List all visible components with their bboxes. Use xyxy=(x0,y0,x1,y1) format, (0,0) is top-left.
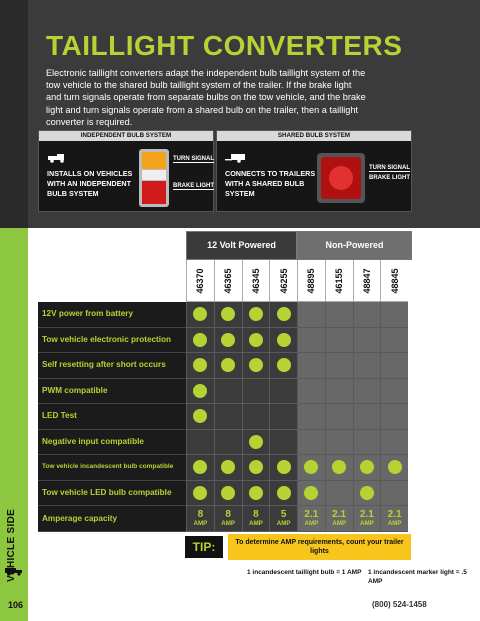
table-cell xyxy=(186,481,214,507)
feature-dot xyxy=(193,460,207,474)
shared-panel-text: CONNECTS TO TRAILERS WITH A SHARED BULB SYSTEM xyxy=(225,169,316,198)
table-cell xyxy=(353,455,381,481)
table-cell xyxy=(325,328,353,354)
independent-panel-heading: INDEPENDENT BULB SYSTEM xyxy=(39,131,213,141)
independent-panel-text: INSTALLS ON VEHICLES WITH AN INDEPENDENT BULB SYSTEM xyxy=(47,169,133,198)
table-cell xyxy=(325,379,353,405)
table-cell xyxy=(380,302,408,328)
table-cell xyxy=(353,481,381,507)
table-cell xyxy=(242,430,270,456)
table-cell xyxy=(353,379,381,405)
amperage-value: 2.1 xyxy=(359,509,374,520)
group-12-volt: 12 Volt Powered xyxy=(186,231,297,260)
table-cell xyxy=(297,328,325,354)
independent-taillight-image xyxy=(137,147,171,209)
feature-dot xyxy=(249,460,263,474)
tip-label: TIP: xyxy=(185,536,223,558)
feature-dot xyxy=(360,460,374,474)
table-cell xyxy=(214,404,242,430)
table-cell xyxy=(380,353,408,379)
amperage-cell xyxy=(380,506,408,532)
row-label: PWM compatible xyxy=(38,379,186,405)
feature-dot xyxy=(360,486,374,500)
amperage-value: 2.1 xyxy=(332,509,347,520)
page-title: TAILLIGHT CONVERTERS xyxy=(46,30,403,61)
sku-header-48845 xyxy=(380,260,408,302)
table-cell xyxy=(186,404,214,430)
sku-label: 48847 xyxy=(361,267,372,294)
group-non-powered: Non-Powered xyxy=(297,231,412,260)
amperage-value: 8 xyxy=(197,509,204,520)
table-cell xyxy=(214,353,242,379)
feature-dot xyxy=(193,409,207,423)
row-label: LED Test xyxy=(38,404,186,430)
row-label: Amperage capacity xyxy=(38,506,186,532)
sku-label: 46155 xyxy=(334,267,345,294)
row-label: Tow vehicle incandescent bulb compatible xyxy=(38,455,186,481)
amperage-value: 8 xyxy=(225,509,231,520)
sku-label: 46255 xyxy=(278,267,289,294)
table-cell xyxy=(214,302,242,328)
feature-dot xyxy=(249,358,263,372)
amperage-cell xyxy=(214,506,242,532)
table-cell xyxy=(214,379,242,405)
table-cell xyxy=(353,328,381,354)
table-row xyxy=(38,328,412,354)
feature-dot xyxy=(221,486,235,500)
table-cell xyxy=(353,302,381,328)
feature-dot xyxy=(388,460,402,474)
table-row xyxy=(38,481,412,507)
amperage-value: 2.1 xyxy=(304,509,319,520)
table-cell xyxy=(186,455,214,481)
table-cell xyxy=(325,302,353,328)
table-cell xyxy=(242,455,270,481)
side-bar-top xyxy=(0,0,28,228)
row-label: Self resetting after short occurs xyxy=(38,353,186,379)
sku-header-46345 xyxy=(242,260,270,302)
table-row xyxy=(38,455,412,481)
feature-dot xyxy=(193,307,207,321)
table-cell xyxy=(325,353,353,379)
independent-bulb-panel xyxy=(38,130,214,212)
feature-dot xyxy=(193,384,207,398)
feature-dot xyxy=(221,333,235,347)
intro-paragraph: Electronic taillight converters adapt the independent bulb taillight system of the tow vehicle to the shared bulb taillight system of the trailer. If the brake light and turn signals operate from separate bulbs on the tow vehicle, and the brake light and turn signals operate from a shared bulb on the trailer, then a taillight converter is required. xyxy=(46,68,366,127)
pickup-truck-icon xyxy=(47,153,73,163)
table-cell xyxy=(325,481,353,507)
table-row xyxy=(38,353,412,379)
table-cell xyxy=(297,430,325,456)
table-cell xyxy=(353,430,381,456)
table-cell xyxy=(353,404,381,430)
feature-dot xyxy=(277,460,291,474)
table-cell xyxy=(380,430,408,456)
feature-dot xyxy=(221,460,235,474)
table-cell xyxy=(380,404,408,430)
sku-header-46155 xyxy=(325,260,353,302)
table-cell xyxy=(186,302,214,328)
table-cell xyxy=(186,430,214,456)
table-cell xyxy=(297,353,325,379)
feature-dot xyxy=(221,358,235,372)
table-cell xyxy=(186,328,214,354)
feature-dot xyxy=(221,307,235,321)
table-row xyxy=(38,404,412,430)
table-cell xyxy=(380,328,408,354)
table-cell xyxy=(214,481,242,507)
table-cell xyxy=(242,353,270,379)
feature-dot xyxy=(277,307,291,321)
sku-label: 48845 xyxy=(389,267,400,294)
tip-banner: To determine AMP requirements, count your trailer lights xyxy=(228,534,411,560)
sku-header-46370 xyxy=(186,260,214,302)
table-cell xyxy=(186,379,214,405)
tip-note-marker: 1 incandescent marker light = .5 AMP xyxy=(368,569,467,585)
amperage-cell xyxy=(269,506,297,532)
sku-header-48895 xyxy=(297,260,325,302)
amperage-value: 2.1 xyxy=(387,509,402,520)
table-cell xyxy=(214,430,242,456)
trailer-icon xyxy=(225,153,251,163)
amperage-value: 5 xyxy=(280,509,287,520)
table-cell xyxy=(297,481,325,507)
amperage-cell xyxy=(186,506,214,532)
amperage-cell xyxy=(242,506,270,532)
feature-dot xyxy=(249,486,263,500)
table-cell xyxy=(380,455,408,481)
table-cell xyxy=(269,481,297,507)
row-label: Tow vehicle LED bulb compatible xyxy=(38,481,186,507)
sku-header-46255 xyxy=(269,260,297,302)
table-row xyxy=(38,379,412,405)
table-cell xyxy=(297,302,325,328)
table-cell xyxy=(297,455,325,481)
sku-header-46365 xyxy=(214,260,242,302)
phone-number: (800) 524-1458 xyxy=(372,600,427,609)
sku-label: 46365 xyxy=(223,267,234,294)
tip-note-taillight: 1 incandescent taillight bulb = 1 AMP xyxy=(247,569,362,576)
table-cell xyxy=(242,379,270,405)
amperage-unit: AMP xyxy=(387,520,402,527)
shared-taillight-image xyxy=(315,147,367,209)
table-cell xyxy=(325,430,353,456)
table-cell xyxy=(214,328,242,354)
table-cell xyxy=(380,481,408,507)
feature-dot xyxy=(277,358,291,372)
feature-dot xyxy=(249,435,263,449)
page-number: 106 xyxy=(8,600,24,610)
table-cell xyxy=(297,379,325,405)
independent-brake-light-callout: BRAKE LIGHT xyxy=(173,183,214,189)
feature-dot xyxy=(332,460,346,474)
table-cell xyxy=(242,328,270,354)
table-cell xyxy=(186,353,214,379)
amperage-unit: AMP xyxy=(221,520,235,527)
row-label: Negative input compatible xyxy=(38,430,186,456)
feature-dot xyxy=(193,486,207,500)
table-cell xyxy=(353,353,381,379)
amperage-value: 8 xyxy=(253,509,259,520)
table-cell xyxy=(297,404,325,430)
feature-dot xyxy=(304,486,318,500)
sku-label: 46345 xyxy=(250,267,261,294)
table-cell xyxy=(269,353,297,379)
amperage-unit: AMP xyxy=(360,520,374,527)
side-section-label: VEHICLE SIDE xyxy=(6,508,17,582)
sku-label: 48895 xyxy=(306,267,317,294)
table-cell xyxy=(242,481,270,507)
table-cell xyxy=(269,430,297,456)
table-cell xyxy=(325,404,353,430)
table-row xyxy=(38,430,412,456)
shared-turn-signal-callout: TURN SIGNAL xyxy=(369,165,410,171)
table-cell xyxy=(242,404,270,430)
table-cell xyxy=(325,455,353,481)
table-cell xyxy=(269,302,297,328)
amperage-cell xyxy=(297,506,325,532)
table-cell xyxy=(269,455,297,481)
table-cell xyxy=(380,379,408,405)
amperage-row xyxy=(38,506,412,532)
amperage-unit: AMP xyxy=(304,520,319,527)
feature-dot xyxy=(193,358,207,372)
feature-dot xyxy=(277,486,291,500)
table-cell xyxy=(242,302,270,328)
sku-label: 46370 xyxy=(195,267,206,294)
shared-brake-light-callout: BRAKE LIGHT xyxy=(369,175,410,181)
feature-dot xyxy=(304,460,318,474)
table-row xyxy=(38,302,412,328)
table-cell xyxy=(269,379,297,405)
table-cell xyxy=(269,328,297,354)
row-label: Tow vehicle electronic protection xyxy=(38,328,186,354)
feature-dot xyxy=(193,333,207,347)
feature-dot xyxy=(277,333,291,347)
row-label: 12V power from battery xyxy=(38,302,186,328)
amperage-unit: AMP xyxy=(249,520,263,527)
amperage-unit: AMP xyxy=(332,520,346,527)
shared-panel-heading: SHARED BULB SYSTEM xyxy=(217,131,411,141)
table-cell xyxy=(214,455,242,481)
amperage-unit: AMP xyxy=(276,520,291,527)
amperage-unit: AMP xyxy=(193,520,208,527)
sku-header-48847 xyxy=(353,260,381,302)
independent-turn-signal-callout: TURN SIGNAL xyxy=(173,156,214,162)
amperage-cell xyxy=(353,506,381,532)
amperage-cell xyxy=(325,506,353,532)
feature-dot xyxy=(249,307,263,321)
feature-dot xyxy=(249,333,263,347)
table-cell xyxy=(269,404,297,430)
shared-bulb-panel xyxy=(216,130,412,212)
